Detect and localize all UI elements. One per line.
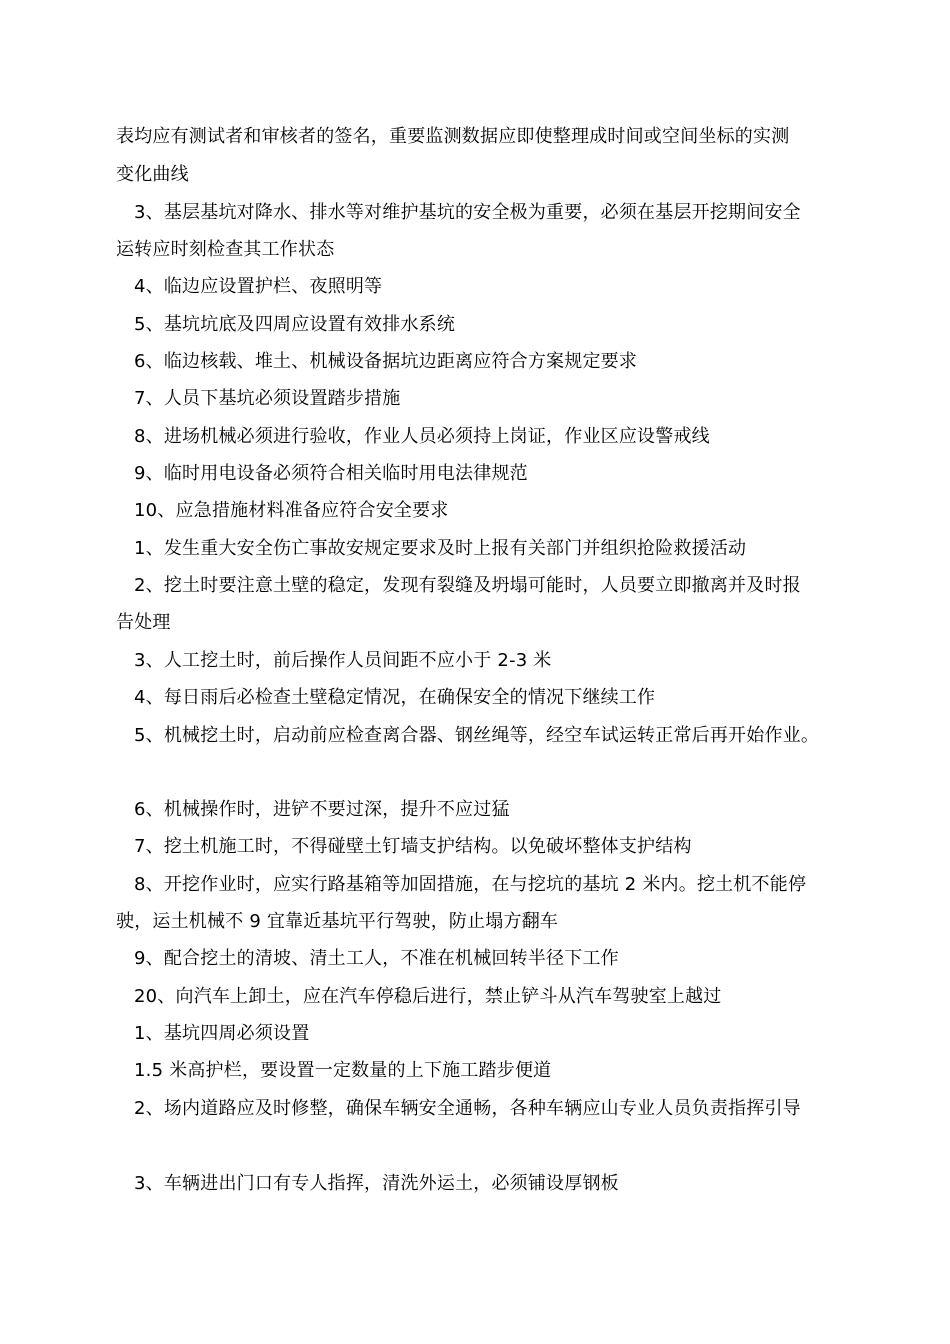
list-item: 7、挖土机施工时，不得碰壁土钉墙支护结构。以免破坏整体支护结构 — [134, 836, 692, 857]
text-line: 变化曲线 — [116, 164, 189, 185]
list-item: 1、发生重大安全伤亡事故安规定要求及时上报有关部门并组织抢险救援活动 — [134, 538, 747, 559]
list-item: 5、基坑坑底及四周应设置有效排水系统 — [134, 314, 456, 335]
list-item: 9、临时用电设备必须符合相关临时用电法律规范 — [134, 463, 528, 484]
list-item: 8、进场机械必须进行验收，作业人员必须持上岗证，作业区应设警戒线 — [134, 426, 710, 447]
list-item: 4、每日雨后必检查土壁稳定情况，在确保安全的情况下继续工作 — [134, 687, 656, 708]
list-item: 6、临边核载、堆土、机械设备据坑边距离应符合方案规定要求 — [134, 351, 638, 372]
list-item: 6、机械操作时，进铲不要过深，提升不应过猛 — [134, 799, 510, 820]
list-item: 5、机械挖土时，启动前应检查离合器、钢丝绳等，经空车试运转正常后再开始作业。 — [134, 725, 820, 746]
list-item: 4、临边应设置护栏、夜照明等 — [134, 276, 383, 297]
list-item: 7、人员下基坑必须设置踏步措施 — [134, 388, 401, 409]
list-item: 1.5 米高护栏，要设置一定数量的上下施工踏步便道 — [134, 1060, 552, 1081]
list-item: 2、场内道路应及时修整，确保车辆安全通畅，各种车辆应山专业人员负责指挥引导 — [134, 1098, 801, 1119]
text-line: 告处理 — [116, 612, 171, 633]
list-item: 3、人工挖土时，前后操作人员间距不应小于 2-3 米 — [134, 650, 552, 671]
text-line: 表均应有测试者和审核者的签名，重要监测数据应即使整理成时间或空间坐标的实测 — [116, 126, 790, 147]
list-item: 8、开挖作业时，应实行路基箱等加固措施，在与挖坑的基坑 2 米内。挖土机不能停 — [134, 874, 807, 895]
list-item: 20、向汽车上卸土，应在汽车停稳后进行，禁止铲斗从汽车驾驶室上越过 — [134, 986, 722, 1007]
list-item: 3、基层基坑对降水、排水等对维护基坑的安全极为重要，必须在基层开挖期间安全 — [134, 202, 801, 223]
list-item: 2、挖土时要注意土壁的稳定，发现有裂缝及坍塌可能时，人员要立即撤离并及时报 — [134, 575, 801, 596]
list-item: 9、配合挖土的清坡、清土工人，不准在机械回转半径下工作 — [134, 948, 619, 969]
list-item: 3、车辆进出门口有专人指挥，清洗外运土，必须铺设厚钢板 — [134, 1173, 619, 1194]
text-line: 驶，运土机械不 9 宜靠近基坑平行驾驶，防止塌方翻车 — [116, 911, 559, 932]
list-item: 1、基坑四周必须设置 — [134, 1023, 310, 1044]
text-line: 运转应时刻检查其工作状态 — [116, 239, 335, 260]
list-item: 10、应急措施材料准备应符合安全要求 — [134, 500, 449, 521]
